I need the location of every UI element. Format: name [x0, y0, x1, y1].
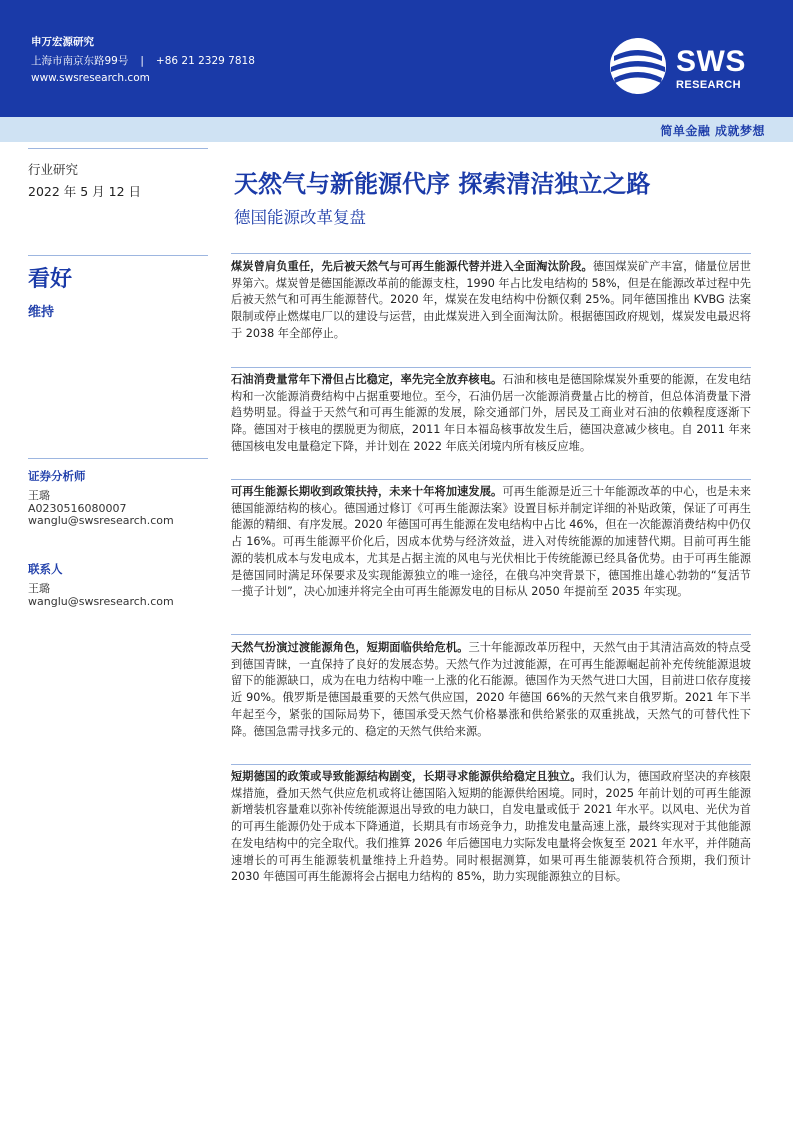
paragraph-body: 可再生能源是近三十年能源改革的中心，也是未来德国能源结构的核心。德国通过修订《可再生能源法案》设置目标并制定详细的补贴政策，保证了可再生能源的精细、有序发展。2020 年德国可再生能源在发电结构中占比 46%，但在一次能源消费结构中仍仅占 16%。可再生能源平价化后，因成本优势与经济效益，进入对传统能源的加速替代期。目前可再生能源的装机成本与发电成本，尤其是占据主流的风电与光伏相比于传统能源已经具备优势。由于可再生能源是德国同时满足环保要求及实现能源独立的唯一途径，在俄乌冲突背景下，德国推出雄心勃勃的“复活节一揽子计划”，决心加速并将完全由可再生能源发电的目标从 2050 年提前至 2035 年实现。 [231, 485, 751, 599]
contact-line [31, 53, 255, 68]
paragraph-lead: 天然气扮演过渡能源角色，短期面临供给危机。 [231, 641, 469, 654]
slogan-band [0, 117, 793, 142]
contact-email[interactable]: wanglu@swsresearch.com [28, 595, 174, 608]
company-name: 申万宏源研究 [31, 36, 94, 48]
section-divider [231, 634, 751, 635]
sidebar-divider [28, 148, 208, 149]
contact-title: 联系人 [28, 562, 63, 576]
section-divider [231, 479, 751, 480]
separator: | [140, 55, 144, 67]
paragraph-natural-gas [231, 640, 751, 740]
rating-change: 维持 [28, 305, 55, 320]
slogan: 简单金融 成就梦想 [660, 124, 765, 138]
report-subtitle: 德国能源改革复盘 [234, 208, 366, 227]
address: 上海市南京东路99号 [31, 55, 129, 67]
rating: 看好 [28, 267, 73, 292]
sidebar-divider [28, 255, 208, 256]
contact-name: 王璐 [28, 582, 50, 595]
paragraph-body: 我们认为，德国政府坚决的弃核限煤措施，叠加天然气供应危机或将让德国陷入短期的能源供给困境。同时，2025 年前计划的可再生能源新增装机容量难以弥补传统能源退出导致的电力缺口，自发电量或低于 2021 年水平。以风电、光伏为首的可再生能源仍处于成本下降通道，长期具有市场竞争力，助推发电量高速上涨，最终实现对于其他能源在发电结构中的完全取代。我们推算 2026 年后德国电力实际发电量将会恢复至 2021 年水平，并伴随高速增长的可再生能源装机量维持上升趋势。同时根据测算，如果可再生能源装机符合预期，我们预计 2030 年德国可再生能源将会占据电力结构的 85%，助力实现能源独立的目标。 [231, 770, 751, 884]
analyst-email[interactable]: wanglu@swsresearch.com [28, 514, 174, 527]
report-type: 行业研究 [28, 162, 79, 177]
phone: +86 21 2329 7818 [155, 55, 255, 67]
paragraph-lead: 可再生能源长期收到政策扶持，未来十年将加速发展。 [231, 485, 503, 498]
paragraph-oil-nuclear [231, 372, 751, 456]
analyst-name: 王璐 [28, 489, 50, 502]
paragraph-renewables [231, 484, 751, 601]
paragraph-outlook [231, 769, 751, 886]
logo-text: SWS [676, 45, 746, 78]
paragraph-body: 三十年能源改革历程中，天然气由于其清洁高效的特点受到德国青睐，一直保持了良好的发展态势。天然气作为过渡能源，在可再生能源崛起前补充传统能源退坡留下的能源缺口，成为在电力结构中唯一上涨的化石能源。德国作为天然气进口大国，目前进口依存度接近 90%。俄罗斯是德国最重要的天然气供应国，2020 年德国 66%的天然气来自俄罗斯。2021 年下半年起至今，紧张的国际局势下，德国承受天然气价格暴涨和供给紧张的双重挑战，天然气的可替代性下降。德国急需寻找多元的、稳定的天然气供给来源。 [231, 641, 751, 738]
report-date: 2022 年 5 月 12 日 [28, 184, 142, 199]
logo-subtext: RESEARCH [676, 79, 741, 91]
paragraph-lead: 短期德国的政策或导致能源结构剧变，长期寻求能源供给稳定且独立。 [231, 770, 582, 783]
analyst-cert: A0230516080007 [28, 502, 127, 515]
paragraph-body: 石油和核电是德国除煤炭外重要的能源，在发电结构和一次能源消费结构中占据重要地位。至今，石油仍居一次能源消费量占比的榜首，但总体消费量下滑趋势明显。得益于天然气和可再生能源的发展，除交通部门外，居民及工商业对石油的依赖程度逐渐下降。德国对于核电的摆脱更为彻底，2011 年日本福岛核事故发生后，德国决意减少核电。自 2011 年来德国核电发电量稳定下降，并计划在 2022 年底关闭境内所有核反应堆。 [231, 373, 751, 453]
paragraph-lead: 石油消费量常年下滑但占比稳定，率先完全放弃核电。 [231, 373, 503, 386]
section-divider [231, 253, 751, 254]
paragraph-body: 德国煤炭矿产丰富，储量位居世界第六。煤炭曾是德国能源改革前的能源支柱，1990 年占比发电结构的 58%，但是在能源改革过程中先后被天然气和可再生能源替代。2020 年，煤炭在发电结构中份额仅剩 25%。同年德国推出 KVBG 法案限制或停止燃煤电厂以的建设与运营，由此煤炭进入到全面淘汰阶。根据德国政府规划，煤炭发电最迟将于 2038 年全部停止。 [231, 260, 751, 340]
sidebar-divider [28, 458, 208, 459]
section-divider [231, 764, 751, 765]
paragraph-lead: 煤炭曾肩负重任，先后被天然气与可再生能源代替并进入全面淘汰阶段。 [231, 260, 593, 273]
website-link[interactable]: www.swsresearch.com [31, 72, 150, 84]
paragraph-coal [231, 259, 751, 343]
report-title: 天然气与新能源代序 探索清洁独立之路 [234, 170, 651, 198]
section-divider [231, 367, 751, 368]
analyst-title: 证券分析师 [28, 469, 86, 483]
